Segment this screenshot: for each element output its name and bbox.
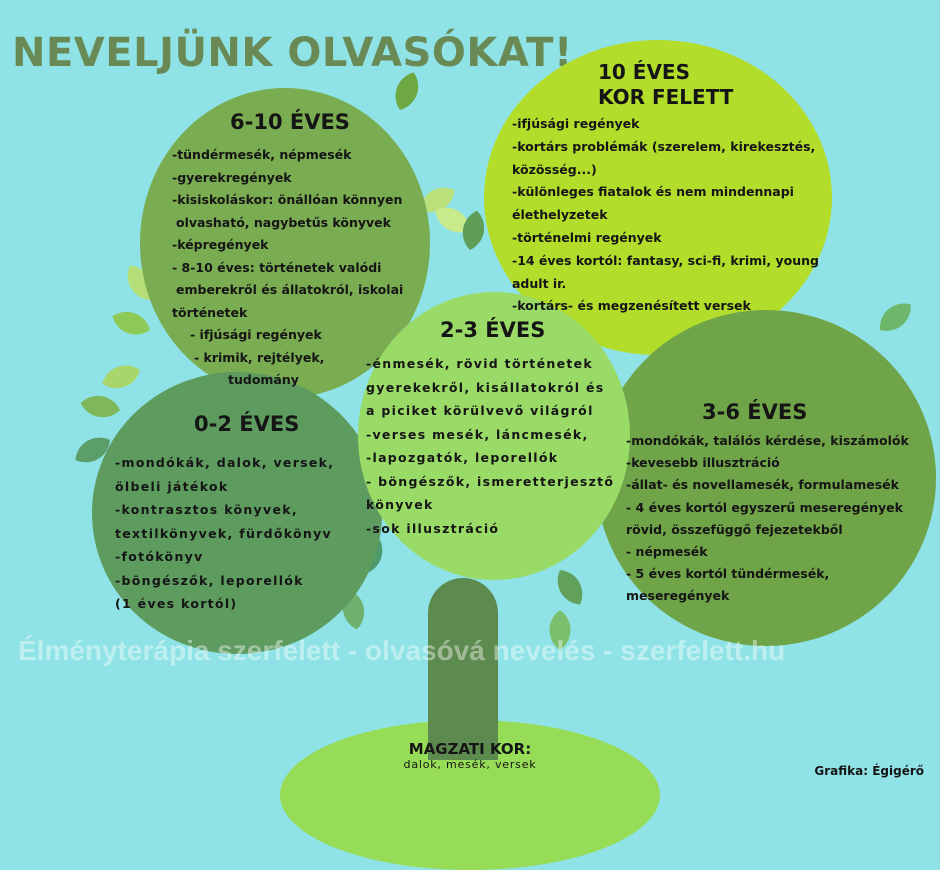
list-item: -énmesék, rövid történetek	[366, 356, 594, 371]
list-item: -fotókönyv	[115, 549, 204, 564]
list-item: - 5 éves kortól tündérmesék,	[626, 566, 830, 582]
leaf-icon	[99, 360, 144, 393]
list-item: a piciket körülvevő világról	[366, 403, 594, 418]
list-item: ölbeli játékok	[115, 478, 229, 494]
list-10-plus	[512, 113, 819, 318]
list-item: -verses mesék, láncmesék,	[366, 426, 589, 442]
list-item: könyvek	[366, 497, 434, 512]
list-item: - népmesék	[626, 544, 708, 560]
prenatal-section	[350, 740, 590, 772]
list-item: tudomány	[228, 372, 299, 387]
list-item: -gyerekregények	[172, 169, 292, 185]
list-item: rövid, összefüggő fejezetekből	[626, 521, 843, 537]
list-item: -mondókák, találós kérdése, kiszámolók	[626, 433, 909, 448]
list-3-6	[626, 430, 909, 608]
leaf-icon	[109, 306, 154, 339]
list-0-2	[115, 451, 334, 616]
list-item: -lapozgatók, leporellók	[366, 450, 559, 465]
tree-trunk	[428, 578, 498, 760]
list-item: élethelyzetek	[512, 207, 608, 223]
list-item: -kortárs problémák (szerelem, kirekesztés,	[512, 138, 816, 154]
list-item: meseregények	[626, 588, 730, 604]
list-item: - böngészők, ismeretterjesztő	[366, 473, 615, 489]
heading-0-2: 0-2 ÉVES	[194, 412, 300, 436]
heading-2-3: 2-3 ÉVES	[440, 318, 546, 342]
list-item: -állat- és novellamesék, formulamesék	[626, 477, 899, 493]
list-item: -történelmi regények	[512, 229, 662, 245]
leaf-icon	[551, 565, 589, 610]
list-item: közösség...)	[512, 161, 597, 177]
leaf-icon	[390, 69, 423, 114]
list-item: - ifjúsági regények	[190, 327, 322, 342]
prenatal-subtitle: dalok, mesék, versek	[403, 758, 537, 771]
list-item: olvasható, nagybetűs könyvek	[176, 214, 391, 230]
credit-text: Grafika: Égigérő	[814, 764, 924, 778]
list-2-3	[366, 352, 614, 540]
list-item: történetek	[172, 304, 248, 320]
list-item: -kisiskoláskor: önállóan könnyen	[172, 192, 403, 207]
list-item: -különleges fiatalok és nem mindennapi	[512, 184, 794, 200]
list-item: -14 éves kortól: fantasy, sci-fi, krimi, young	[512, 252, 820, 268]
leaf-icon	[873, 296, 917, 338]
watermark-text: Élményterápia szerfelett - olvasóvá nevelés - szerfelett.hu	[18, 635, 786, 666]
leaf-icon	[79, 393, 122, 421]
list-item: gyerekekről, kisállatokról és	[366, 379, 605, 395]
list-item: -sok illusztráció	[366, 520, 500, 536]
list-item: textilkönyvek, fürdőkönyv	[115, 525, 333, 541]
list-item: -tündérmesék, népmesék	[172, 147, 352, 162]
list-item: -ifjúsági regények	[512, 116, 640, 131]
list-item: - 4 éves kortól egyszerű meseregények	[626, 499, 903, 515]
leaf-icon	[460, 209, 488, 252]
page-title: NEVELJÜNK OLVASÓKAT!	[12, 30, 573, 76]
list-item: -kortárs- és megzenésített versek	[512, 298, 751, 314]
list-item: -képregények	[172, 237, 269, 252]
list-item: (1 éves kortól)	[115, 596, 238, 611]
list-item: adult ir.	[512, 275, 567, 291]
list-item: - 8-10 éves: történetek valódi	[172, 259, 382, 275]
heading-prenatal: MAGZATI KOR:	[408, 740, 532, 758]
list-item: -böngészők, leporellók	[115, 572, 304, 588]
heading-6-10: 6-10 ÉVES	[230, 110, 350, 134]
heading-3-6: 3-6 ÉVES	[702, 400, 808, 424]
list-item: - krimik, rejtélyek,	[194, 349, 325, 365]
list-item: -mondókák, dalok, versek,	[115, 455, 335, 470]
list-item: -kontrasztos könyvek,	[115, 502, 298, 517]
list-item: -kevesebb illusztráció	[626, 455, 780, 471]
heading-10-plus: 10 ÉVES KOR FELETT	[598, 60, 734, 109]
list-item: emberekről és állatokról, iskolai	[176, 282, 404, 297]
